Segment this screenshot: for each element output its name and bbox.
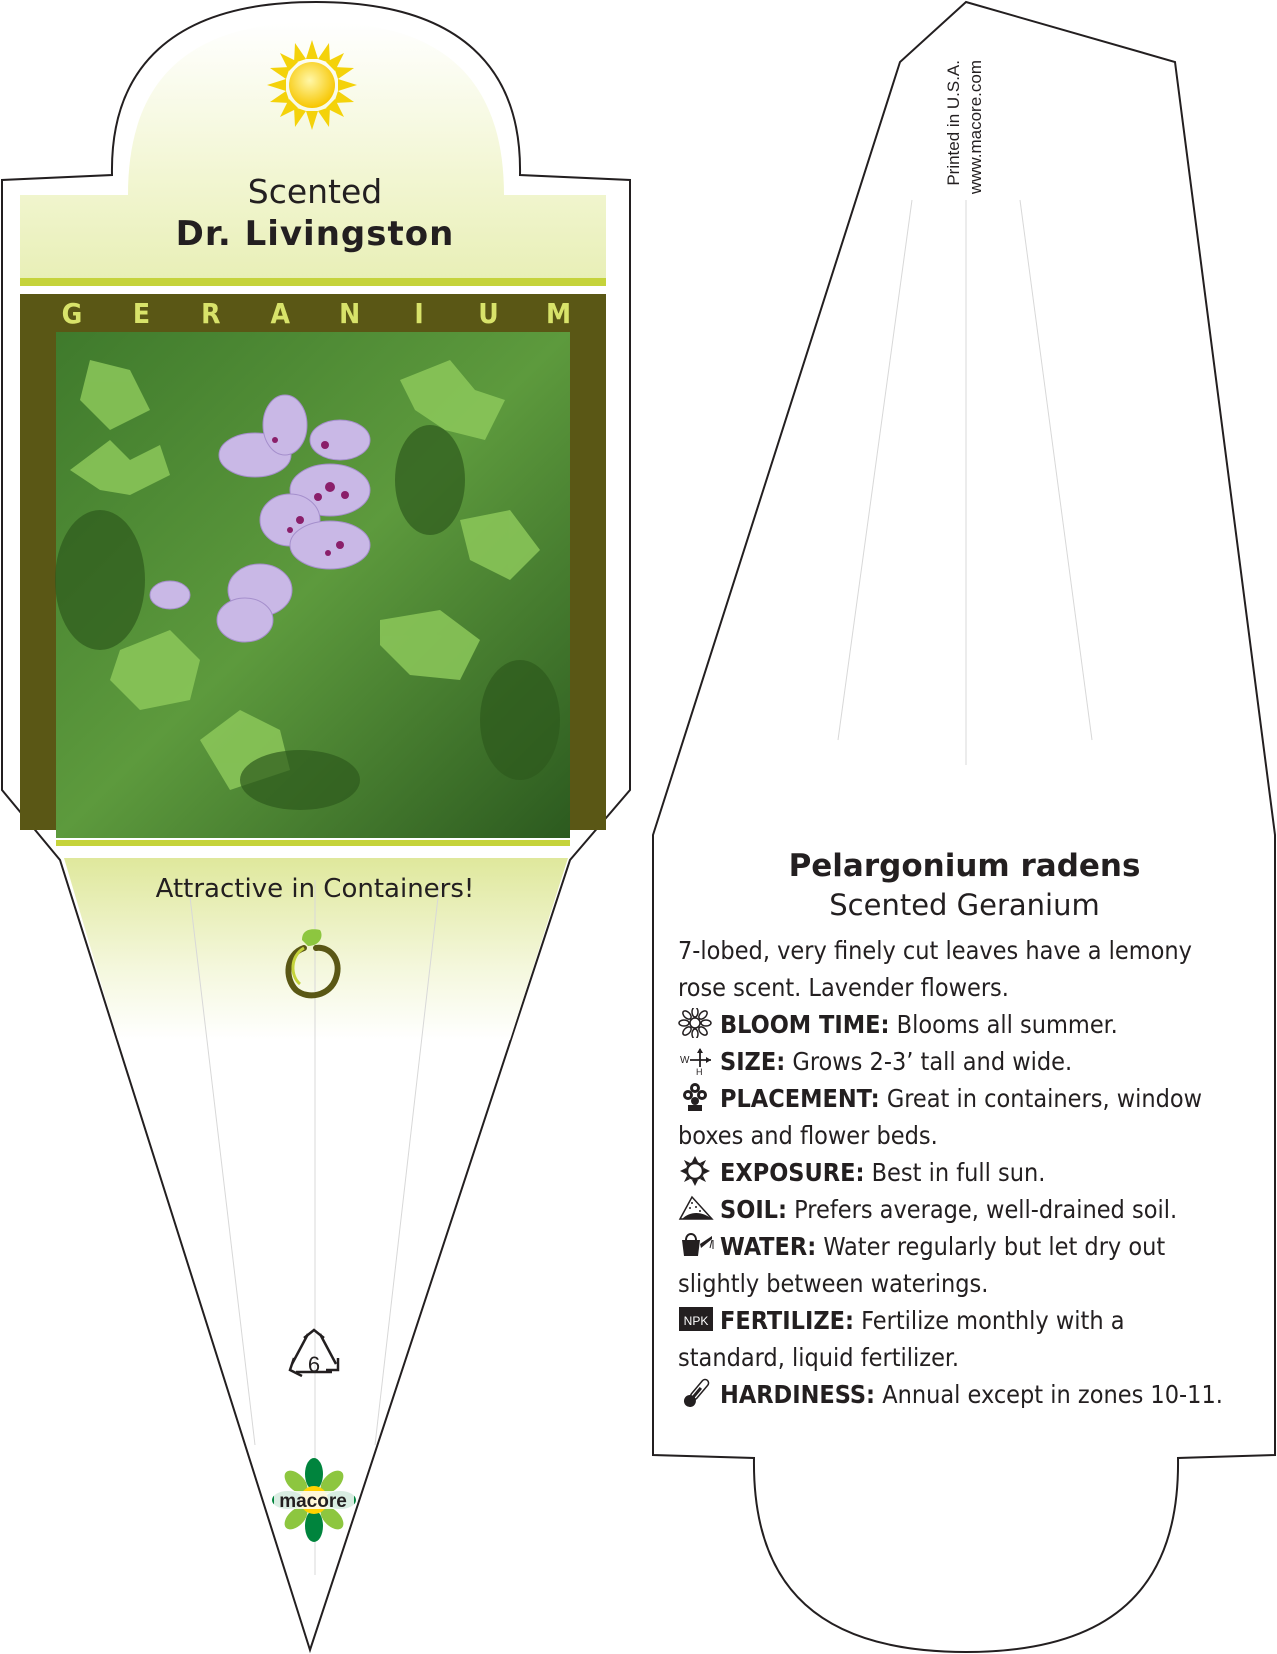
care-row-water xyxy=(678,1228,1238,1302)
description: 7-lobed, very finely cut leaves have a lemony rose scent. Lavender flowers. xyxy=(678,936,1192,1002)
flower-icon xyxy=(678,1008,714,1038)
printed-in-block xyxy=(944,60,1004,230)
care-label: BLOOM TIME: xyxy=(720,1010,890,1039)
care-label: SOIL: xyxy=(720,1195,788,1224)
genus-letter: E xyxy=(132,297,151,330)
botanical-name: Pelargonium radens xyxy=(788,848,1141,884)
care-row-bloom-time xyxy=(678,1006,1238,1043)
care-text: Prefers average, well-drained soil. xyxy=(794,1195,1178,1224)
placement-icon xyxy=(678,1082,714,1112)
care-text: Water regularly but let dry out slightly between waterings. xyxy=(678,1232,1166,1298)
care-row-exposure xyxy=(678,1154,1238,1191)
resin-code: 6 xyxy=(307,1352,321,1377)
npk-icon-text: NPK xyxy=(683,1314,709,1328)
care-row-size xyxy=(678,1043,1238,1080)
care-label: WATER: xyxy=(720,1232,817,1261)
care-label: HARDINESS: xyxy=(720,1380,876,1409)
care-text: Annual except in zones 10-11. xyxy=(882,1380,1223,1409)
care-label: FERTILIZE: xyxy=(720,1306,855,1335)
care-text: Blooms all summer. xyxy=(896,1010,1118,1039)
genus-letter: G xyxy=(61,297,83,330)
tagline: Attractive in Containers! xyxy=(155,874,475,904)
plant-title-line1: Scented xyxy=(247,172,383,211)
care-text: Best in full sun. xyxy=(871,1158,1046,1187)
website: www.macore.com xyxy=(966,60,985,195)
brand-name: macore xyxy=(279,1491,347,1512)
sun-outline-icon xyxy=(678,1156,714,1186)
size-icon xyxy=(678,1045,714,1075)
genus-letter: I xyxy=(414,297,424,330)
soil-icon xyxy=(678,1193,714,1223)
care-row-fertilize xyxy=(678,1302,1238,1376)
watering-can-icon xyxy=(678,1230,714,1260)
care-label: PLACEMENT: xyxy=(720,1084,880,1113)
care-row-hardiness xyxy=(678,1376,1238,1413)
plant-title-line2: Dr. Livingston xyxy=(175,214,455,254)
size-icon-h: H xyxy=(696,1067,703,1075)
genus-letter: U xyxy=(478,297,499,330)
genus-letter: R xyxy=(201,297,221,330)
care-row-soil xyxy=(678,1191,1238,1228)
size-icon-w: W xyxy=(680,1055,690,1066)
care-text: Great in containers, window boxes and flower beds. xyxy=(678,1084,1203,1150)
thermometer-icon xyxy=(678,1378,714,1408)
npk-icon xyxy=(678,1304,714,1334)
care-row-placement xyxy=(678,1080,1238,1154)
care-label: EXPOSURE: xyxy=(720,1158,865,1187)
care-info xyxy=(678,932,1238,1413)
genus-letter: M xyxy=(545,297,572,330)
printed-in-usa: Printed in U.S.A. xyxy=(944,60,963,186)
care-text: Fertilize monthly with a standard, liquid fertilizer. xyxy=(678,1306,1125,1372)
care-text: Grows 2-3’ tall and wide. xyxy=(792,1047,1073,1076)
genus-letter: A xyxy=(270,297,291,330)
common-name: Scented Geranium xyxy=(829,888,1100,922)
genus-letter: N xyxy=(339,297,361,330)
care-label: SIZE: xyxy=(720,1047,786,1076)
